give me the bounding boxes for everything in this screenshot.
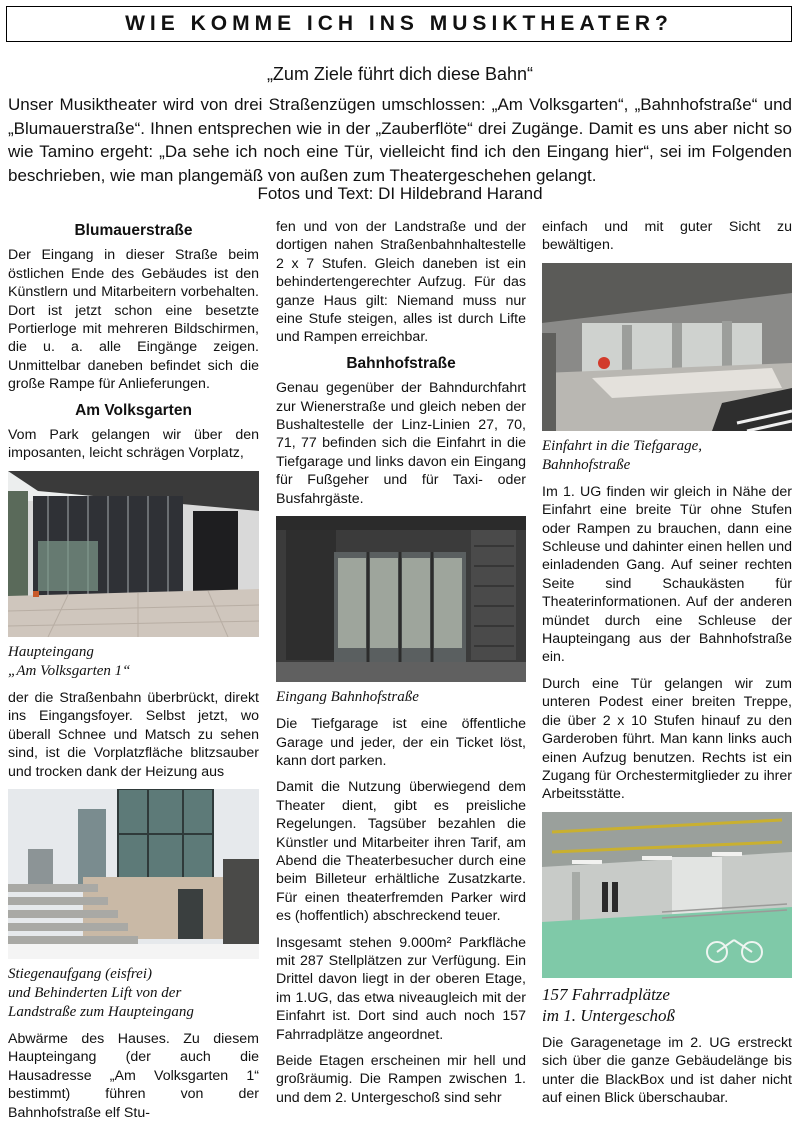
paragraph: Abwärme des Hauses. Zu diesem Haupteingang (der auch die Hausadresse „Am Volksgarten 1“ bestimmt) führen von der Bahnhofstraße elf Stu- bbox=[8, 1030, 259, 1121]
caption-main-entrance: Haupteingang „Am Volksgarten 1“ bbox=[8, 643, 131, 679]
photo-staircase bbox=[8, 789, 259, 959]
photo-garage-entrance bbox=[542, 263, 792, 431]
heading-bahnhofstrasse: Bahnhofstraße bbox=[346, 354, 456, 372]
photo-main-entrance bbox=[8, 471, 259, 637]
paragraph: Im 1. UG finden wir gleich in Nähe der Einfahrt eine breite Tür ohne Stufen oder Rampen zu brauchen, dann eine Schleuse und dahinter einen hellen und einladenden Gang. Auf seiner rechten Seite sind Schaukästen für Theaterinformationen. Auf der anderen mündet durch eine Schleuse der Haupteingang aus der Bahnhofstraße ein. bbox=[542, 483, 792, 666]
column-3 bbox=[542, 218, 792, 1115]
paragraph: Genau gegenüber der Bahndurchfahrt zur Wienerstraße und gleich neben der Bushaltestelle der Linz-Linien 27, 70, 71, 77 befinden sich die Einfahrt in die Tiefgarage und links davon ein Eingang für Fußgeher und für Taxi- oder Busfahrgäste. bbox=[276, 380, 526, 507]
paragraph: Die Garagenetage im 2. UG erstreckt sich über die ganze Gebäudelänge bis unter die BlackBox und ist daher nicht auf einen Blick überschaubar. bbox=[542, 1034, 792, 1106]
heading-blumauerstrasse: Blumauerstraße bbox=[74, 222, 193, 239]
paragraph: Beide Etagen erscheinen mir hell und großräumig. Die Rampen zwischen 1. und dem 2. Untergeschoß sind sehr bbox=[276, 1053, 526, 1106]
paragraph: einfach und mit guter Sicht zu bewältigen. bbox=[542, 219, 792, 254]
paragraph: Der Eingang in dieser Straße beim östlichen Ende des Gebäudes ist den Künstlern und Mitarbeitern vorbehalten. Dort ist jetzt schon eine besetzte Portierloge mit mehreren Bildschirmen, die u. a. alle Eingänge zeigen. Unmittelbar daneben befindet sich die große Rampe für Anlieferungen. bbox=[8, 247, 259, 393]
heading-am-volksgarten: Am Volksgarten bbox=[75, 401, 192, 419]
caption-staircase: Stiegenaufgang (eisfrei) und Behinderten Lift von der Landstraße zum Haupteingang bbox=[8, 965, 194, 1020]
page-title: WIE KOMME ICH INS MUSIKTHEATER? bbox=[125, 12, 673, 35]
column-1 bbox=[8, 218, 259, 1130]
paragraph: der die Straßenbahn überbrückt, direkt ins Eingangsfoyer. Selbst jetzt, wo überall Schnee und Matsch zu sehen sind, ist die Vorplatzfläche blitzsauber und trocken dank der Heizung aus bbox=[8, 689, 259, 780]
caption-garage-entrance: Einfahrt in die Tiefgarage, Bahnhofstraße bbox=[542, 437, 702, 473]
credit-line: Fotos und Text: DI Hildebrand Harand bbox=[257, 184, 543, 203]
paragraph: Damit die Nutzung überwiegend dem Theater dient, gibt es preisliche Regelungen. Tagsüber bezahlen die Künstler und Mitarbeiter ihren Tarif, am Abend die Theaterbesucher durch eine beim Billeteur erhältliche Zusatzkarte. Für einen theaterfremden Parker wird es (hoffentlich) abschreckend teuer. bbox=[276, 779, 526, 925]
paragraph: Durch eine Tür gelangen wir zum unteren Podest einer breiten Treppe, die über 2 x 10 Stufen hinauf zu den Garderoben führt. Man kann links auch einen Aufzug benutzen. Rechts ist ein Zugang für Orchestermitglieder zu ihrer Arbeitsstätte. bbox=[542, 675, 792, 803]
paragraph: Die Tiefgarage ist eine öffentliche Garage und jeder, der ein Ticket löst, kann dort parken. bbox=[276, 716, 526, 769]
paragraph: fen und von der Landstraße und der dortigen nahen Straßenbahnhaltestelle 2 x 7 Stufen. Gleich daneben ist ein behindertengerechter Aufzug. Für das ganze Haus gilt: Niemand muss nur eine Stufe steigen, alles ist durch Lifte und Rampen erreichbar. bbox=[276, 219, 526, 346]
subtitle: „Zum Ziele führt dich diese Bahn“ bbox=[266, 64, 534, 84]
paragraph: Vom Park gelangen wir über den imposanten, leicht schrägen Vorplatz, bbox=[8, 427, 259, 462]
paragraph: Insgesamt stehen 9.000m² Parkfläche mit 287 Stellplätzen zur Verfügung. Ein Drittel davon liegt in der oberen Etage, im 1.UG, das etwa niveaugleich mit der Einfahrt ist. Dort sind auch noch 157 Fahrradplätze angeordnet. bbox=[276, 934, 526, 1043]
caption-bahnhofstrasse-entrance: Eingang Bahnhofstraße bbox=[276, 689, 419, 706]
photo-bicycle-parking bbox=[542, 812, 792, 978]
title-box bbox=[6, 6, 792, 42]
intro-paragraph: Unser Musiktheater wird von drei Straßenzügen umschlossen: „Am Volksgarten“, „Bahnhofstraße“ und „Blumauerstraße“. Ihnen entsprechen wie in der „Zauberflöte“ drei Zugänge. Damit es uns aber nicht so wie Tamino ergeht: „Da sehe ich noch eine Tür, vielleicht find ich den Eingang hier“, sei im Folgenden beschrieben, wie man plangemäß von außen zum Theatergeschehen gelangt. bbox=[8, 95, 792, 185]
caption-bicycle-parking: 157 Fahrradplätze im 1. Untergeschoß bbox=[542, 984, 675, 1025]
photo-bahnhofstrasse-entrance bbox=[276, 516, 526, 682]
column-2 bbox=[276, 218, 526, 1115]
